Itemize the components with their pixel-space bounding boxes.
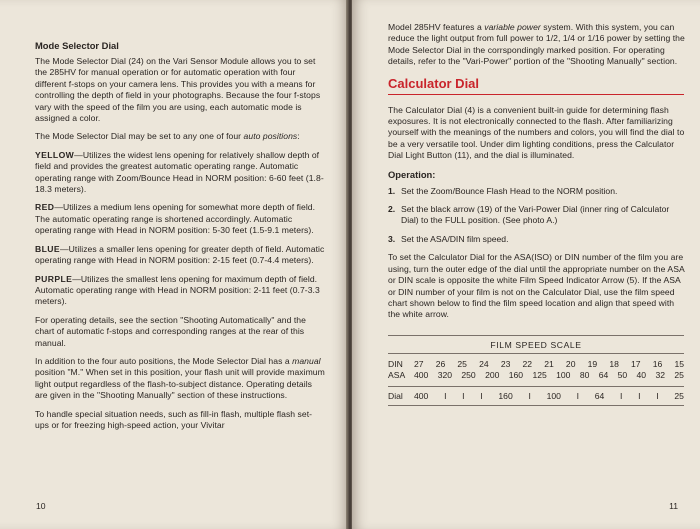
din-cell: 23 — [500, 358, 511, 369]
step-text: Set the Zoom/Bounce Flash Head to the NORM position. — [401, 185, 618, 196]
din-cell: 15 — [674, 358, 684, 369]
dial-cell: I — [638, 390, 641, 401]
calculator-dial-heading: Calculator Dial — [388, 75, 480, 91]
dial-cell: I — [620, 390, 623, 401]
asa-cell: 400 — [414, 369, 429, 380]
page-number-right: 11 — [669, 501, 678, 511]
asa-cell: 250 — [461, 369, 476, 380]
mode-text: —Utilizes the smallest lens opening for maximum depth of field. Automatic operating range with Head in NORM position: 2-11 feet (0.7-3.3 meters). — [35, 273, 320, 307]
din-row — [388, 359, 684, 370]
step-number: 3. — [388, 233, 396, 244]
table-rule — [388, 405, 684, 406]
asa-cell: 32 — [655, 369, 665, 380]
mode-term: BLUE — [35, 243, 60, 254]
vari-power-post: system. With this system, you can reduce the light output from full power to 1/2, 1/4 or 1/16 power by setting the Mode Selector Dial in the corrspondingly marked position. For operating details, refer to the "Vari-Power" portion of the "Shooting Manually" section. — [388, 22, 685, 67]
asa-row — [388, 370, 684, 381]
din-cell: 18 — [609, 358, 619, 369]
left-page — [0, 0, 348, 529]
heading-rule — [388, 94, 684, 95]
din-cell: 26 — [435, 358, 446, 369]
vari-power-continuation — [388, 22, 686, 68]
step-2 — [388, 204, 686, 227]
dial-cell: 400 — [414, 390, 429, 401]
mode-selector-heading: Mode Selector Dial — [35, 40, 119, 51]
asa-cells — [410, 370, 684, 381]
mode-selector-intro: The Mode Selector Dial (24) on the Vari Sensor Module allows you to set the 285HV for manual operation or for automatic operation with four different f-stops on your camera lens. This provides you with a means for controlling the depth of field in your photographs. Because the four f-stops vary with the speed of the film you are using, each automatic mode is assigned a color. — [35, 56, 321, 124]
mode-red — [35, 202, 325, 236]
din-cell: 17 — [631, 358, 641, 369]
din-cell: 22 — [522, 358, 533, 369]
right-page — [352, 0, 700, 529]
asa-label: ASA — [388, 369, 406, 380]
step-number: 2. — [388, 204, 396, 215]
manual-position-paragraph — [35, 356, 325, 402]
asa-cell: 25 — [674, 369, 684, 380]
dial-cell: I — [462, 390, 465, 401]
din-cell: 19 — [587, 358, 598, 369]
dial-cell: I — [576, 390, 580, 401]
mode-term: YELLOW — [35, 149, 75, 160]
asa-cell: 125 — [532, 369, 547, 380]
film-speed-title: FILM SPEED SCALE — [490, 339, 582, 350]
operating-details-paragraph: For operating details, see the section "Shooting Automatically" and the chart of automatic f-stops and corresponding ranges at the rear of this manual. — [35, 314, 306, 348]
dial-cell: 100 — [546, 390, 561, 401]
auto-positions-pre: The Mode Selector Dial may be set to any one of four — [35, 131, 244, 142]
dial-cell: I — [480, 390, 483, 401]
step-number: 1. — [388, 185, 396, 196]
manual-pre: In addition to the four auto positions, the Mode Selector Dial has a — [35, 355, 293, 366]
asa-cell: 40 — [636, 369, 647, 380]
dial-cell: I — [528, 390, 531, 401]
manual-em: manual — [292, 355, 321, 366]
vari-power-pre: Model 285HV features a — [388, 22, 485, 32]
asa-cell: 320 — [437, 369, 453, 380]
din-cell: 27 — [414, 358, 424, 369]
asa-cell: 50 — [617, 369, 628, 380]
operation-heading: Operation: — [388, 168, 436, 180]
mode-purple — [35, 274, 325, 308]
mode-text: —Utilizes the widest lens opening for relatively shallow depth of field and provides the greatest automatic operating range. Automatic operating range with Zoom/Bounce Head in NORM position: 6-60 feet (1.8-18.3 meters). — [35, 149, 324, 195]
asa-din-paragraph: To set the Calculator Dial for the ASA(ISO) or DIN number of the film you are using, turn the outer edge of the dial until the appropriate number on the ASA or DIN scale is opposite the white Film Speed Indicator Arrow (5). If the ASA or DIN number of your film is not on the Calculator Dial, use the film speed chart shown below to find the film speed location and align that speed with the white arrow. — [388, 252, 685, 320]
mode-blue — [35, 244, 325, 267]
step-1 — [388, 186, 686, 197]
auto-positions-post: : — [297, 131, 300, 142]
asa-cell: 200 — [485, 369, 500, 380]
special-situation-paragraph: To handle special situation needs, such as fill-in flash, multiple flash set-ups or for freezing high-speed action, your Vivitar — [35, 408, 313, 430]
step-3 — [388, 234, 686, 245]
step-text: Set the ASA/DIN film speed. — [401, 233, 509, 244]
mode-text: —Utilizes a smaller lens opening for greater depth of field. Automatic operating range with Head in NORM position: 2-15 feet (0.7-4.4 meters). — [35, 243, 325, 266]
mode-term: PURPLE — [35, 273, 73, 284]
asa-cell: 64 — [598, 369, 609, 380]
din-cell: 24 — [479, 358, 489, 369]
auto-positions-em: auto positions — [243, 131, 298, 142]
film-speed-table — [388, 335, 684, 406]
dial-cell: I — [656, 390, 659, 401]
vari-power-em: variable power — [484, 22, 541, 32]
left-column — [35, 40, 325, 438]
mode-yellow — [35, 150, 325, 196]
dial-cell: I — [444, 390, 447, 401]
dial-cell: 25 — [674, 390, 684, 401]
step-text: Set the black arrow (19) of the Vari-Power Dial (inner ring of Calculator Dial) to the FULL position. (See photo A.) — [401, 204, 670, 226]
din-cell: 25 — [457, 358, 467, 369]
auto-positions-line — [35, 131, 325, 142]
mode-term: RED — [35, 202, 55, 213]
dial-cell: 160 — [498, 390, 513, 401]
din-cells — [410, 359, 684, 370]
din-cell: 21 — [544, 358, 554, 369]
dial-cells — [410, 391, 684, 402]
dial-cell: 64 — [594, 390, 605, 401]
dial-label: Dial — [388, 390, 403, 401]
din-cell: 16 — [652, 358, 663, 369]
din-cell: 20 — [565, 358, 576, 369]
asa-cell: 80 — [579, 369, 590, 380]
calculator-dial-intro: The Calculator Dial (4) is a convenient built-in guide for determining flash exposures. It is not electronically connected to the flash. After familiarizing yourself with the meanings of the numbers and colors, you will find the dial to be a very versatile tool. Under dim lighting conditions, press the Calculator Dial Light Button (11), and the dial is illuminated. — [388, 104, 685, 161]
asa-cell: 160 — [508, 369, 524, 380]
manual-post: position "M." When set in this position, your flash unit will provide maximum light output regardless of the flash-to-subject distance. Operating details are given in the "Shooting Manually" section of these instructions. — [35, 367, 325, 401]
din-label: DIN — [388, 358, 403, 369]
mode-text: —Utilizes a medium lens opening for somewhat more depth of field. The automatic operating range is shortened accordingly. Automatic operating range with Head in NORM position: 5-30 feet (1.5-9.1 meters). — [35, 202, 316, 236]
asa-cell: 100 — [556, 369, 571, 380]
dial-row — [388, 387, 684, 405]
page-number-left: 10 — [36, 501, 46, 511]
right-column — [388, 22, 686, 406]
